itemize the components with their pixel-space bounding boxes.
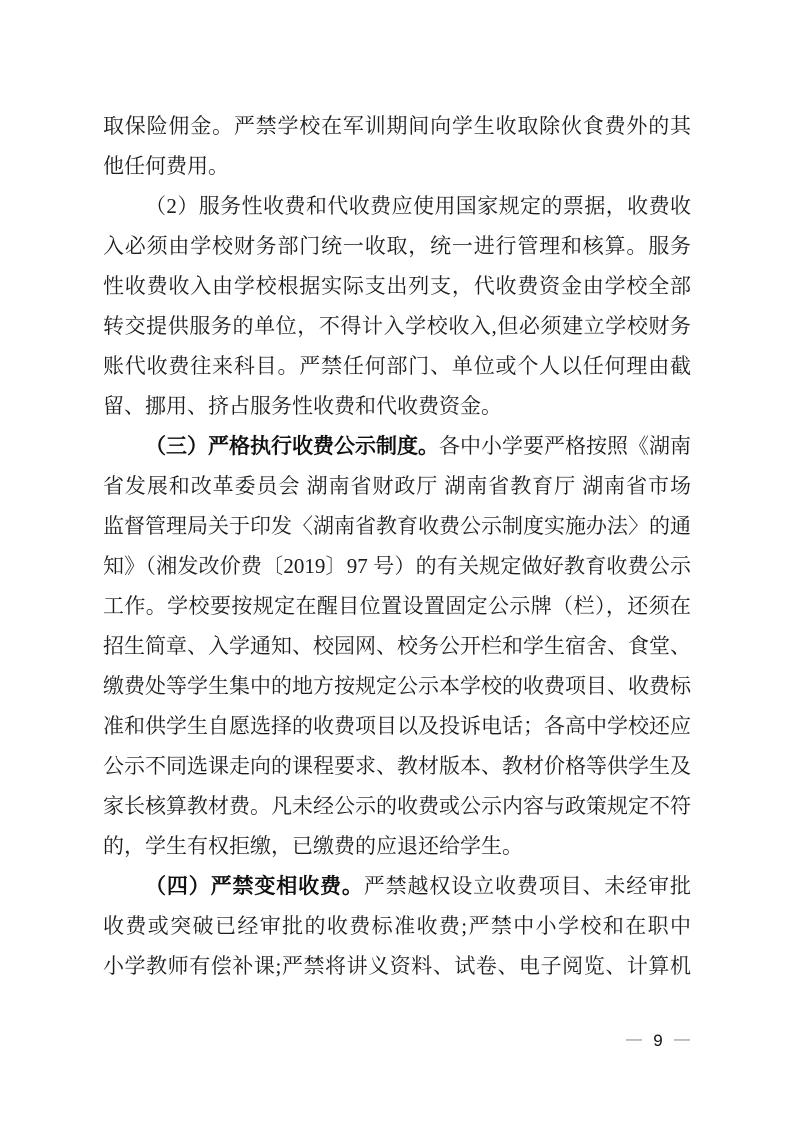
body-text: 各中小学要严格按照《湖南 [439, 434, 691, 458]
body-text: 账代收费往来科目。严禁任何部门、单位或个人以任何理由截 [103, 354, 691, 378]
body-text: 严禁越权设立收费项目、未经审批 [363, 874, 691, 898]
text-line [103, 946, 691, 986]
section-heading: （四）严禁变相收费。 [145, 874, 364, 898]
body-text: 工作。学校要按规定在醒目位置设置固定公示牌（栏），还须在 [103, 594, 691, 618]
body-text: 他任何费用。 [103, 154, 229, 178]
section-heading: （三）严格执行收费公示制度。 [145, 434, 439, 458]
text-line [103, 546, 691, 586]
text-line [103, 226, 691, 266]
body-text: 收费或突破已经审批的收费标准收费;严禁中小学校和在职中 [103, 914, 691, 938]
page-number-value: 9 [653, 1031, 663, 1050]
body-text: 家长核算教材费。凡未经公示的收费或公示内容与政策规定不符 [103, 794, 691, 818]
body-text: 缴费处等学生集中的地方按规定公示本学校的收费项目、收费标 [103, 674, 691, 698]
text-line [103, 346, 691, 386]
body-text: 入必须由学校财务部门统一收取，统一进行管理和核算。服务 [103, 234, 691, 258]
body-text: 准和供学生自愿选择的收费项目以及投诉电话；各高中学校还应 [103, 714, 691, 738]
text-line [103, 506, 691, 546]
body-text: 公示不同选课走向的课程要求、教材版本、教材价格等供学生及 [103, 754, 691, 778]
text-line [103, 426, 691, 466]
text-line [103, 106, 691, 146]
text-line [103, 746, 691, 786]
text-line [103, 186, 691, 226]
text-line [103, 786, 691, 826]
body-text: （2）服务性收费和代收费应使用国家规定的票据，收费收 [145, 194, 691, 218]
body-text: 招生简章、入学通知、校园网、校务公开栏和学生宿舍、食堂、 [103, 634, 691, 658]
text-line [103, 146, 691, 186]
text-line [103, 306, 691, 346]
text-line [103, 666, 691, 706]
body-text: 的，学生有权拒缴，已缴费的应退还给学生。 [103, 834, 523, 858]
body-text: 知》（湘发改价费〔2019〕97 号）的有关规定做好教育收费公示 [103, 554, 691, 578]
page-number-dash: — [674, 1031, 690, 1048]
body-text: 监督管理局关于印发〈湖南省教育收费公示制度实施办法〉的通 [103, 514, 691, 538]
body-text: 省发展和改革委员会 湖南省财政厅 湖南省教育厅 湖南省市场 [103, 474, 691, 498]
text-line [103, 626, 691, 666]
body-text: 小学教师有偿补课;严禁将讲义资料、试卷、电子阅览、计算机 [103, 954, 691, 978]
body-text: 取保险佣金。严禁学校在军训期间向学生收取除伙食费外的其 [103, 114, 691, 138]
text-line [103, 466, 691, 506]
text-line [103, 906, 691, 946]
text-line [103, 826, 691, 866]
text-line [103, 706, 691, 746]
page-number-dash: — [626, 1031, 642, 1048]
text-line [103, 386, 691, 426]
text-line [103, 266, 691, 306]
body-text: 性收费收入由学校根据实际支出列支，代收费资金由学校全部 [103, 274, 691, 298]
body-text: 留、挪用、挤占服务性收费和代收费资金。 [103, 394, 502, 418]
text-line [103, 586, 691, 626]
page-number [626, 1029, 690, 1053]
body-text: 转交提供服务的单位，不得计入学校收入,但必须建立学校财务 [103, 314, 691, 338]
text-line [103, 866, 691, 906]
text-block [103, 106, 691, 986]
